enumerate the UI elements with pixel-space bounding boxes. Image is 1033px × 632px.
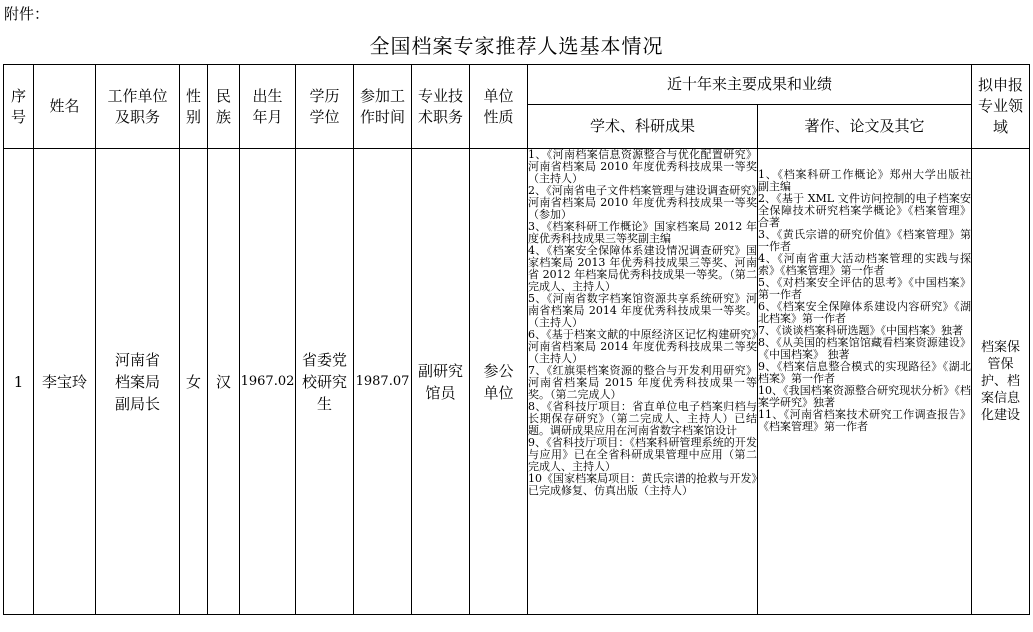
- research-item: 4、《档案安全保障体系建设情况调查研究》国家档案局 2013 年优秀科技成果三等奖、河南省 2012 年档案局优秀科技成果一等奖。（第二完成人、主持人）: [528, 244, 757, 293]
- header-birth: 出生 年月: [240, 65, 296, 149]
- header-index: 序 号: [4, 65, 34, 149]
- cell-ethnicity: 汉: [208, 149, 240, 615]
- publication-item: 10、《我国档案资源整合研究现状分析》《档案学研究》独著: [758, 384, 972, 409]
- publication-item: 11、《河南省档案技术研究工作调查报告》《档案管理》第一作者: [758, 408, 972, 433]
- cell-gender: 女: [180, 149, 208, 615]
- research-item: 3、《档案科研工作概论》国家档案局 2012 年度优秀科技成果三等奖副主编: [528, 220, 757, 245]
- header-unit-position: 工作单位 及职务: [96, 65, 180, 149]
- header-name: 姓名: [34, 65, 96, 149]
- table-row: [4, 149, 1030, 615]
- header-unit-type: 单位 性质: [470, 65, 528, 149]
- cell-research: [528, 149, 758, 615]
- cell-name: 李宝玲: [34, 149, 96, 615]
- research-item: 7、《红旗渠档案资源的整合与开发利用研究》河南省档案局 2015 年度优秀科技成果一等奖。（第二完成人）: [528, 364, 757, 401]
- attachment-label: 附件：: [4, 5, 50, 23]
- publication-item: 7、《谈谈档案科研选题》《中国档案》独著: [758, 324, 963, 337]
- publication-item: 2、《基于 XML 文件访问控制的电子档案安全保障技术研究档案学概论》《档案管理》合著: [758, 192, 972, 229]
- publication-item: 6、《档案安全保障体系建设内容研究》《湖北档案》第一作者: [758, 300, 972, 325]
- research-item: 9、《省科技厅项目：《档案科研管理系统的开发与应用》已在全省科研成果管理中应用（第二完成人、主持人）: [528, 436, 757, 473]
- header-education: 学历 学位: [296, 65, 354, 149]
- header-title-rank: 专业技 术职务: [412, 65, 470, 149]
- publication-item: 8、《从美国的档案馆馆藏看档案资源建设》《中国档案》 独著: [758, 336, 972, 361]
- header-research: 学术、科研成果: [528, 105, 758, 149]
- header-field: 拟申报 专业领 域: [972, 65, 1030, 149]
- cell-education: 省委党 校研究 生: [296, 149, 354, 615]
- cell-index: 1: [4, 149, 34, 615]
- cell-title-rank: 副研究 馆员: [412, 149, 470, 615]
- cell-birth: 1967.02: [240, 149, 296, 615]
- cell-work-start: 1987.07: [354, 149, 412, 615]
- header-work-start: 参加工 作时间: [354, 65, 412, 149]
- header-row: [4, 65, 1030, 105]
- cell-field: 档案保 管保 护、档 案信息 化建设: [972, 149, 1030, 615]
- publication-item: 9、《档案信息整合模式的实现路径》《湖北档案》第一作者: [758, 360, 972, 385]
- cell-unit-position: 河南省 档案局 副局长: [96, 149, 180, 615]
- publication-item: 4、《河南省重大活动档案管理的实践与探索》《档案管理》第一作者: [758, 252, 972, 277]
- header-achievements: 近十年来主要成果和业绩: [528, 65, 972, 105]
- expert-table: [3, 64, 1030, 615]
- research-item: 8、《省科技厅项目：省直单位电子档案归档与长期保存研究》（第二完成人、主持人）已结题。调研成果应用在河南省数字档案馆设计: [528, 400, 757, 437]
- header-publications: 著作、论文及其它: [758, 105, 972, 149]
- cell-publications: [758, 149, 972, 615]
- header-gender: 性 别: [180, 65, 208, 149]
- cell-unit-type: 参公 单位: [470, 149, 528, 615]
- research-item: 10《国家档案局项目：黄氏宗谱的抢救与开发》已完成修复、仿真出版（主持人）: [528, 472, 757, 497]
- document-title: 全国档案专家推荐人选基本情况: [369, 34, 664, 58]
- header-ethnicity: 民 族: [208, 65, 240, 149]
- research-item: 1、《河南档案信息资源整合与优化配置研究》河南省档案局 2010 年度优秀科技成果一等奖（主持人）: [528, 148, 757, 185]
- research-item: 2、《河南省电子文件档案管理与建设调查研究》河南省档案局 2010 年度优秀科技成果一等奖（参加）: [528, 184, 757, 221]
- research-item: 5、《河南省数字档案馆资源共享系统研究》河南省档案局 2014 年度优秀科技成果一等奖。（主持人）: [528, 292, 757, 329]
- publication-item: 3、《黄氏宗谱的研究价值》《档案管理》第一作者: [758, 228, 972, 253]
- research-item: 6、《基于档案文献的中原经济区记忆构建研究》河南省档案局 2014 年度优秀科技成果二等奖（主持人）: [528, 328, 757, 365]
- publication-item: 5、《对档案安全评估的思考》《中国档案》第一作者: [758, 276, 972, 301]
- publication-item: 1、《档案科研工作概论》郑州大学出版社 副主编: [758, 168, 972, 193]
